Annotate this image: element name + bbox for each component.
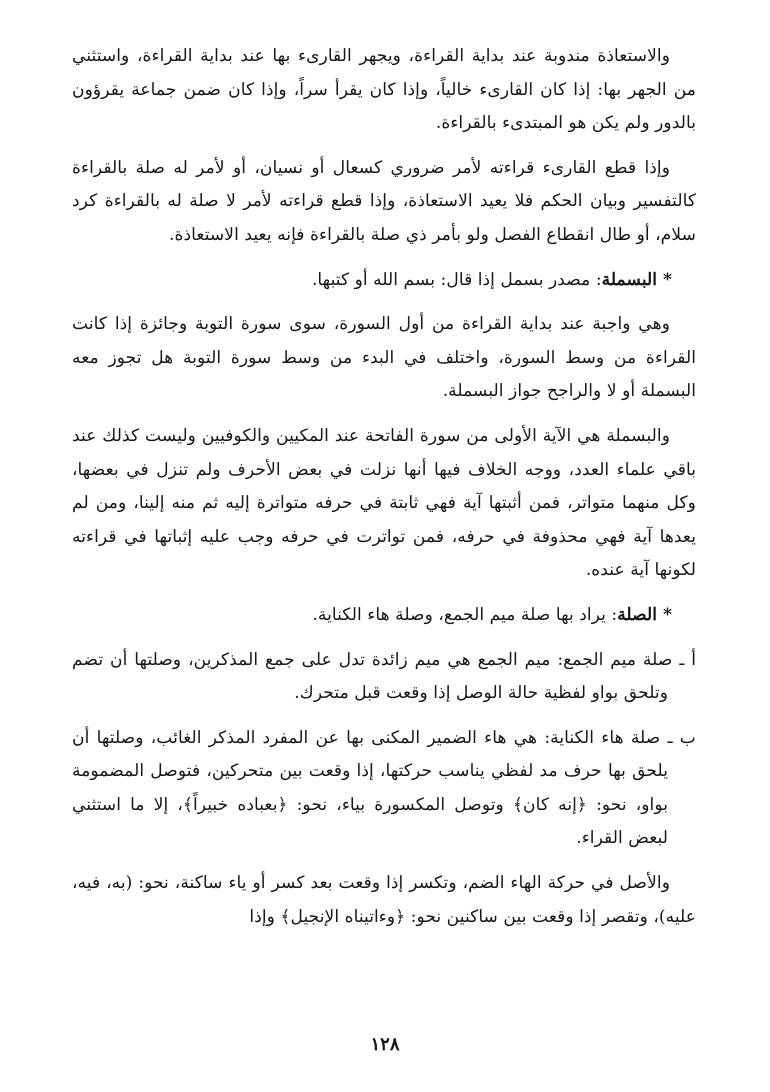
paragraph-interruption: وإذا قطع القارىء قراءته لأمر ضروري كسعال أو نسيان، أو لأمر له صلة بالقراءة كالتفسير وبيان الحكم فلا يعيد الاستعاذة، وإذا قطع قراءته لأمر لا صلة له بالقراءة كرد سلام، أو طال انقطاع الفصل ولو بأمر ذي صلة بالقراءة فإنه يعيد الاستعاذة. [72,157,696,245]
definition-sila [72,599,696,633]
term-sila: * الصلة [617,604,672,625]
list-item-a [72,644,696,711]
list-item-b [72,722,696,856]
list-item-b-text: صلة هاء الكناية: هي هاء الضمير المكنى بها عن المفرد المذكر الغائب، وصلتها أن يلحق بها حرف مد لفظي يناسب حركتها، إذا وقعت بين متحركين، فتوصل المضمومة بواو، نحو: ﴿إنه كان﴾ وتوصل المكسورة بياء، نحو: ﴿بعباده خبيراً﴾، إلا ما استثني لبعض القراء. [72,727,668,849]
page-number: ١٢٨ [370,1034,400,1056]
paragraph-basmala-fatiha: والبسملة هي الآية الأولى من سورة الفاتحة عند المكيين والكوفيين وليست كذلك عند باقي علماء العدد، ووجه الخلاف فيها أنها نزلت في بعض الأحرف ولم تنزل في بعضها، وكل منهما متواتر، فمن أثبتها آية فهي ثابتة في حرفه متواترة إليه ثم منه إلينا، ومن لم يعدها آية فهي محذوفة في حرفه، فمن تواترت في حرفه وجب عليه إثباتها في قراءته لكونها آية عنده. [72,425,696,581]
list-marker-a: أ ـ [679,649,696,670]
definition-basmala [72,264,696,298]
definition-basmala-text: : مصدر بسمل إذا قال: بسم الله أو كتبها. [311,269,602,290]
term-basmala: * البسملة [601,269,672,290]
list-item-a-text: صلة ميم الجمع: ميم الجمع هي ميم زائدة تدل على جمع المذكرين، وصلتها أن تضم وتلحق بواو لفظية حالة الوصل إذا وقعت قبل متحرك. [72,649,673,704]
definition-sila-text: : يراد بها صلة ميم الجمع، وصلة هاء الكناية. [312,604,618,625]
paragraph-isti-adha-recitation: والاستعاذة مندوبة عند بداية القراءة، ويجهر القارىء بها عند بداية القراءة، واستثني من الجهر بها: إذا كان القارىء خالياً، وإذا كان يقرأ سراً، وإذا كان ضمن جماعة يقرؤون بالدور ولم يكن هو المبتدىء بالقراءة. [72,46,696,134]
list-marker-b: ب ـ [667,727,696,748]
paragraph-ha-vowel: والأصل في حركة الهاء الضم، وتكسر إذا وقعت بعد كسر أو ياء ساكنة، نحو: (به، فيه، عليه)، وتقصر إذا وقعت بين ساكنين نحو: ﴿وءاتيناه الإنجيل﴾ وإذا [72,873,696,927]
paragraph-basmala-ruling: وهي واجبة عند بداية القراءة من أول السورة، سوى سورة التوبة وجائزة إذا كانت القراءة من وسط السورة، واختلف في البدء من وسط سورة التوبة هل تجوز معه البسملة أو لا والراجح جواز البسملة. [72,314,696,402]
